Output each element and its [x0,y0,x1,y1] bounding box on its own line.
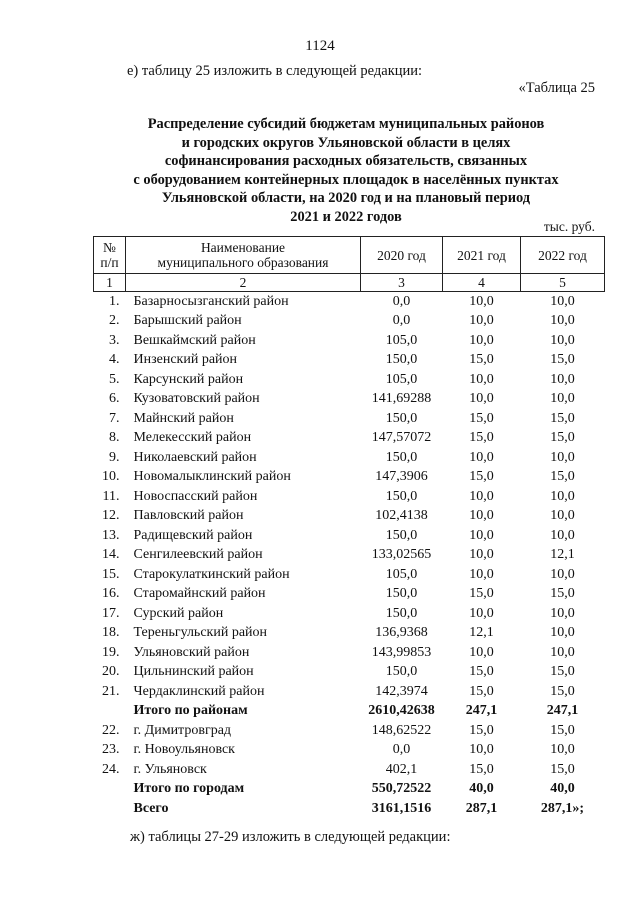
table-row [94,643,605,663]
value-2021: 10,0 [469,371,494,387]
value-2020: 102,4138 [375,508,428,524]
table-row [94,526,605,546]
value-2020: 150,0 [385,488,418,504]
value-2022: 10,0 [550,313,575,329]
row-name: Новомалыклинский район [133,469,291,485]
value-2020: 105,0 [385,566,418,582]
table-row [94,351,605,371]
table-row [94,312,605,332]
header-2020: 2020 год [361,237,443,274]
value-2021: 247,1 [465,703,498,719]
value-2022: 10,0 [550,488,575,504]
column-number: 1 [94,274,126,292]
row-name: Карсунский район [133,371,244,387]
row-number: 19. [102,644,120,660]
value-2022: 12,1 [550,547,575,563]
value-2022: 15,0 [550,722,575,738]
row-number: 22. [102,722,120,738]
value-2021: 10,0 [469,527,494,543]
value-2021: 10,0 [469,391,494,407]
value-2020: 0,0 [392,742,411,758]
table-total-row [94,799,605,819]
column-number-row [94,274,605,292]
value-2022: 15,0 [550,586,575,602]
row-number: 14. [102,547,120,563]
row-name: Цильнинский район [133,664,254,680]
value-2022: 15,0 [550,430,575,446]
value-2020: 0,0 [392,313,411,329]
column-number: 2 [126,274,361,292]
subsidy-table [93,236,605,819]
value-2021: 10,0 [469,742,494,758]
value-2020: 150,0 [385,586,418,602]
row-name: Николаевский район [133,449,257,465]
table-row [94,468,605,488]
table-row [94,604,605,624]
value-2022: 10,0 [550,508,575,524]
value-2022: 247,1 [546,703,579,719]
value-2020: 150,0 [385,527,418,543]
row-name: Ульяновский район [133,644,250,660]
row-number: 7. [109,410,120,426]
value-2021: 10,0 [469,488,494,504]
table-row [94,448,605,468]
table-row [94,429,605,449]
row-number: 17. [102,605,120,621]
value-2021: 10,0 [469,508,494,524]
row-name: Чердаклинский район [133,683,265,699]
table-row [94,682,605,702]
row-number: 9. [109,449,120,465]
footer-paragraph: ж) таблицы 27-29 изложить в следующей редакции: [130,829,451,845]
value-2020: 150,0 [385,410,418,426]
row-number: 5. [109,371,120,387]
row-number [94,780,126,800]
column-number: 3 [361,274,443,292]
row-name: Сурский район [133,605,224,621]
value-2021: 15,0 [469,664,494,680]
row-name: Итого по районам [133,703,248,719]
value-2021: 15,0 [469,722,494,738]
page-number: 1124 [305,38,335,54]
value-2022: 15,0 [550,352,575,368]
row-name: Кузоватовский район [133,391,260,407]
value-2021: 12,1 [469,625,494,641]
header-name-line2: муниципального образования [157,255,329,270]
row-name: Базарносызганский район [133,293,289,309]
row-number: 20. [102,664,120,680]
row-name: г. Ульяновск [133,761,207,777]
row-number: 15. [102,566,120,582]
column-number: 5 [521,274,605,292]
value-2022: 10,0 [550,566,575,582]
table-row [94,585,605,605]
row-name: Тереньгульский район [133,625,268,641]
value-2020: 147,3906 [375,469,428,485]
table-label: «Таблица 25 [518,80,595,96]
value-2020: 105,0 [385,371,418,387]
table-row [94,624,605,644]
row-name: Инзенский район [133,352,238,368]
row-name: Майнский район [133,410,234,426]
value-2021: 15,0 [469,430,494,446]
row-number: 6. [109,391,120,407]
table-row [94,507,605,527]
column-number: 4 [443,274,521,292]
title-line: с оборудованием контейнерных площадок в населённых пунктах [133,171,559,188]
value-2021: 15,0 [469,586,494,602]
value-2022: 287,1»; [540,800,585,816]
value-2022: 15,0 [550,469,575,485]
row-name: Сенгилеевский район [133,547,263,563]
value-2020: 142,3974 [375,683,428,699]
header-name-line1: Наименование [200,240,286,255]
row-number: 11. [102,488,120,504]
row-name: Новоспасский район [133,488,258,504]
row-number: 2. [109,313,120,329]
value-2020: 141,69288 [371,391,432,407]
row-number: 21. [102,683,120,699]
table-row [94,546,605,566]
value-2020: 2610,42638 [368,703,435,719]
title-line: 2021 и 2022 годов [290,208,402,225]
value-2021: 10,0 [469,293,494,309]
table-row [94,663,605,683]
row-name: Павловский район [133,508,244,524]
value-2021: 40,0 [469,781,494,797]
value-2021: 10,0 [469,605,494,621]
value-2020: 150,0 [385,605,418,621]
value-2020: 136,9368 [375,625,428,641]
row-name: Старокулаткинский район [133,566,290,582]
value-2021: 15,0 [469,761,494,777]
row-number: 10. [102,469,120,485]
row-number: 18. [102,625,120,641]
value-2021: 10,0 [469,644,494,660]
row-number: 13. [102,527,120,543]
row-name: Итого по городам [133,781,245,797]
table-row [94,487,605,507]
row-number [94,702,126,722]
value-2021: 15,0 [469,410,494,426]
table-row [94,721,605,741]
table-total-row [94,780,605,800]
value-2022: 15,0 [550,410,575,426]
header-number-line2: п/п [100,255,119,270]
row-name: Старомайнский район [133,586,266,602]
row-number: 16. [102,586,120,602]
table-body [94,292,605,819]
value-2020: 105,0 [385,332,418,348]
value-2020: 148,62522 [371,722,432,738]
value-2021: 15,0 [469,352,494,368]
value-2022: 40,0 [550,781,575,797]
value-2022: 10,0 [550,605,575,621]
value-2021: 15,0 [469,683,494,699]
value-2020: 143,99853 [371,644,432,660]
value-2021: 15,0 [469,469,494,485]
value-2020: 402,1 [385,761,418,777]
table-row [94,565,605,585]
row-number: 3. [109,332,120,348]
value-2021: 10,0 [469,547,494,563]
table-row [94,292,605,312]
table-row [94,409,605,429]
units-label: тыс. руб. [543,219,595,234]
value-2022: 15,0 [550,761,575,777]
row-number: 23. [102,742,120,758]
value-2021: 287,1 [465,800,498,816]
value-2020: 150,0 [385,664,418,680]
row-number: 4. [109,352,120,368]
value-2022: 10,0 [550,332,575,348]
value-2021: 10,0 [469,566,494,582]
header-number [94,237,126,274]
value-2020: 0,0 [392,293,411,309]
table-title [90,115,602,227]
value-2022: 10,0 [550,644,575,660]
title-line: Ульяновской области, на 2020 год и на плановый период [161,190,531,207]
value-2022: 10,0 [550,625,575,641]
value-2022: 15,0 [550,683,575,699]
value-2020: 150,0 [385,352,418,368]
value-2022: 10,0 [550,293,575,309]
row-number: 1. [109,293,120,309]
header-2022: 2022 год [521,237,605,274]
table-row [94,390,605,410]
row-name: г. Новоульяновск [133,742,235,758]
row-name: Радищевский район [133,527,253,543]
value-2022: 10,0 [550,371,575,387]
table-row [94,331,605,351]
row-name: Барышский район [133,313,242,329]
title-line: Распределение субсидий бюджетам муниципальных районов [147,116,545,132]
value-2022: 15,0 [550,664,575,680]
value-2022: 10,0 [550,527,575,543]
row-name: г. Димитровград [133,722,232,738]
row-number: 8. [109,430,120,446]
value-2021: 10,0 [469,449,494,465]
row-name: Мелекесский район [133,430,252,446]
table-header-row [94,237,605,274]
table-row [94,370,605,390]
value-2020: 133,02565 [371,547,432,563]
row-number: 24. [102,761,120,777]
header-name [126,237,361,274]
table-row [94,760,605,780]
value-2022: 10,0 [550,742,575,758]
value-2022: 10,0 [550,449,575,465]
table-total-row [94,702,605,722]
table-row [94,741,605,761]
value-2020: 550,72522 [371,781,432,797]
row-name: Всего [133,800,169,816]
value-2022: 10,0 [550,391,575,407]
row-number [94,799,126,819]
value-2020: 147,57072 [371,430,432,446]
value-2021: 10,0 [469,313,494,329]
intro-paragraph: е) таблицу 25 изложить в следующей редакции: [127,63,423,79]
header-2021: 2021 год [443,237,521,274]
value-2020: 3161,1516 [371,800,432,816]
title-line: софинансирования расходных обязательств, связанных [164,153,528,170]
value-2020: 150,0 [385,449,418,465]
header-number-line1: № [103,240,116,255]
row-number: 12. [102,508,120,524]
value-2021: 10,0 [469,332,494,348]
title-line: и городских округов Ульяновской области в целях [181,134,511,151]
row-name: Вешкаймский район [133,332,256,348]
